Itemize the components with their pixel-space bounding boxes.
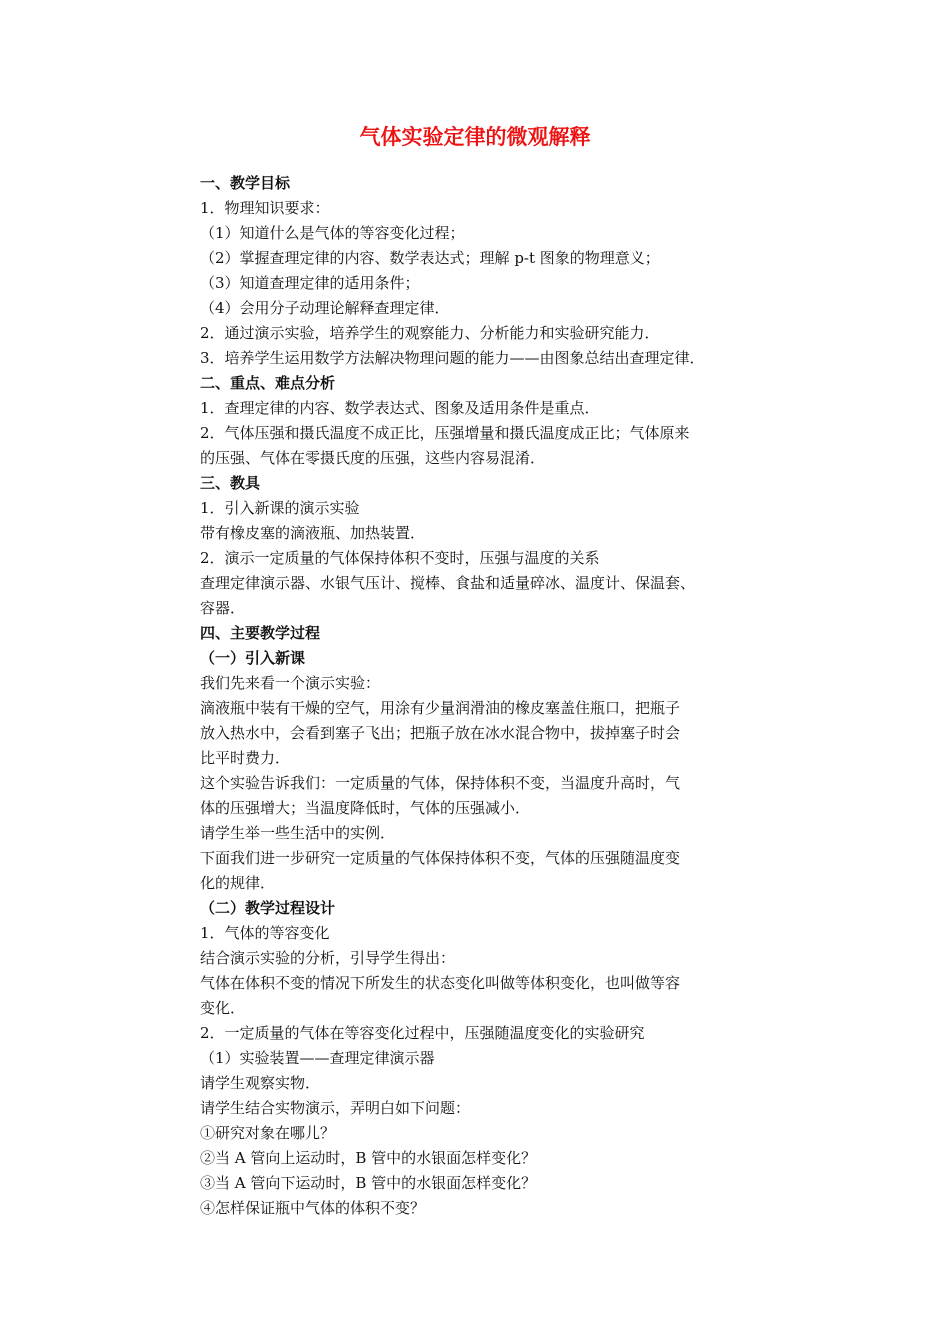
text-line: 1．物理知识要求： <box>200 199 330 217</box>
text-line: 滴液瓶中装有干燥的空气，用涂有少量润滑油的橡皮塞盖住瓶口，把瓶子 <box>200 699 681 717</box>
text-line: （4）会用分子动理论解释查理定律． <box>200 299 450 317</box>
text-line: ③当 A 管向下运动时，B 管中的水银面怎样变化？ <box>200 1174 537 1192</box>
text-line: 带有橡皮塞的滴液瓶、加热装置． <box>200 524 426 542</box>
text-line: 下面我们进一步研究一定质量的气体保持体积不变，气体的压强随温度变 <box>200 849 681 867</box>
document-title: 气体实验定律的微观解释 <box>359 124 591 149</box>
text-line: 2．通过演示实验，培养学生的观察能力、分析能力和实验研究能力． <box>200 324 660 342</box>
text-line: （1）实验装置——查理定律演示器 <box>200 1049 435 1067</box>
section-heading: 二、重点、难点分析 <box>200 374 336 392</box>
text-line: ②当 A 管向上运动时，B 管中的水银面怎样变化？ <box>200 1149 537 1167</box>
text-line: ④怎样保证瓶中气体的体积不变？ <box>200 1199 426 1217</box>
text-line: 请学生观察实物． <box>200 1074 321 1092</box>
text-line: 2．演示一定质量的气体保持体积不变时，压强与温度的关系 <box>200 549 600 567</box>
section-heading: 一、教学目标 <box>200 174 291 192</box>
text-line: 的压强、气体在零摄氏度的压强，这些内容易混淆． <box>200 449 546 467</box>
document-body <box>200 171 760 1221</box>
text-line: 容器． <box>200 599 246 617</box>
text-line: 2．一定质量的气体在等容变化过程中，压强随温度变化的实验研究 <box>200 1024 645 1042</box>
section-heading: （一）引入新课 <box>200 649 306 667</box>
text-line: ①研究对象在哪儿？ <box>200 1124 336 1142</box>
text-line: 这个实验告诉我们：一定质量的气体，保持体积不变，当温度升高时，气 <box>200 774 681 792</box>
text-line: 结合演示实验的分析，引导学生得出： <box>200 949 456 967</box>
text-line: （3）知道查理定律的适用条件； <box>200 274 420 292</box>
text-line: （1）知道什么是气体的等容变化过程； <box>200 224 465 242</box>
text-line: 放入热水中，会看到塞子飞出；把瓶子放在冰水混合物中，拔掉塞子时会 <box>200 724 681 742</box>
text-line: 请学生举一些生活中的实例． <box>200 824 396 842</box>
text-line: 查理定律演示器、水银气压计、搅棒、食盐和适量碎冰、温度计、保温套、 <box>200 574 696 592</box>
text-line: 气体在体积不变的情况下所发生的状态变化叫做等体积变化，也叫做等容 <box>200 974 681 992</box>
text-line: 1．引入新课的演示实验 <box>200 499 360 517</box>
text-line: 变化． <box>200 999 246 1017</box>
text-line: 1．气体的等容变化 <box>200 924 330 942</box>
text-line: 3．培养学生运用数学方法解决物理问题的能力——由图象总结出查理定律． <box>200 349 705 367</box>
text-line: 1．查理定律的内容、数学表达式、图象及适用条件是重点． <box>200 399 600 417</box>
section-heading: 三、教具 <box>200 474 261 492</box>
text-line: 体的压强增大；当温度降低时，气体的压强减小． <box>200 799 531 817</box>
text-line: 我们先来看一个演示实验： <box>200 674 381 692</box>
text-line: 比平时费力． <box>200 749 291 767</box>
section-heading: （二）教学过程设计 <box>200 899 336 917</box>
text-line: （2）掌握查理定律的内容、数学表达式；理解 p-t 图象的物理意义； <box>200 249 660 267</box>
text-line: 请学生结合实物演示，弄明白如下问题： <box>200 1099 471 1117</box>
text-line: 化的规律． <box>200 874 276 892</box>
section-heading: 四、主要教学过程 <box>200 624 321 642</box>
text-line: 2．气体压强和摄氏温度不成正比，压强增量和摄氏温度成正比；气体原来 <box>200 424 690 442</box>
